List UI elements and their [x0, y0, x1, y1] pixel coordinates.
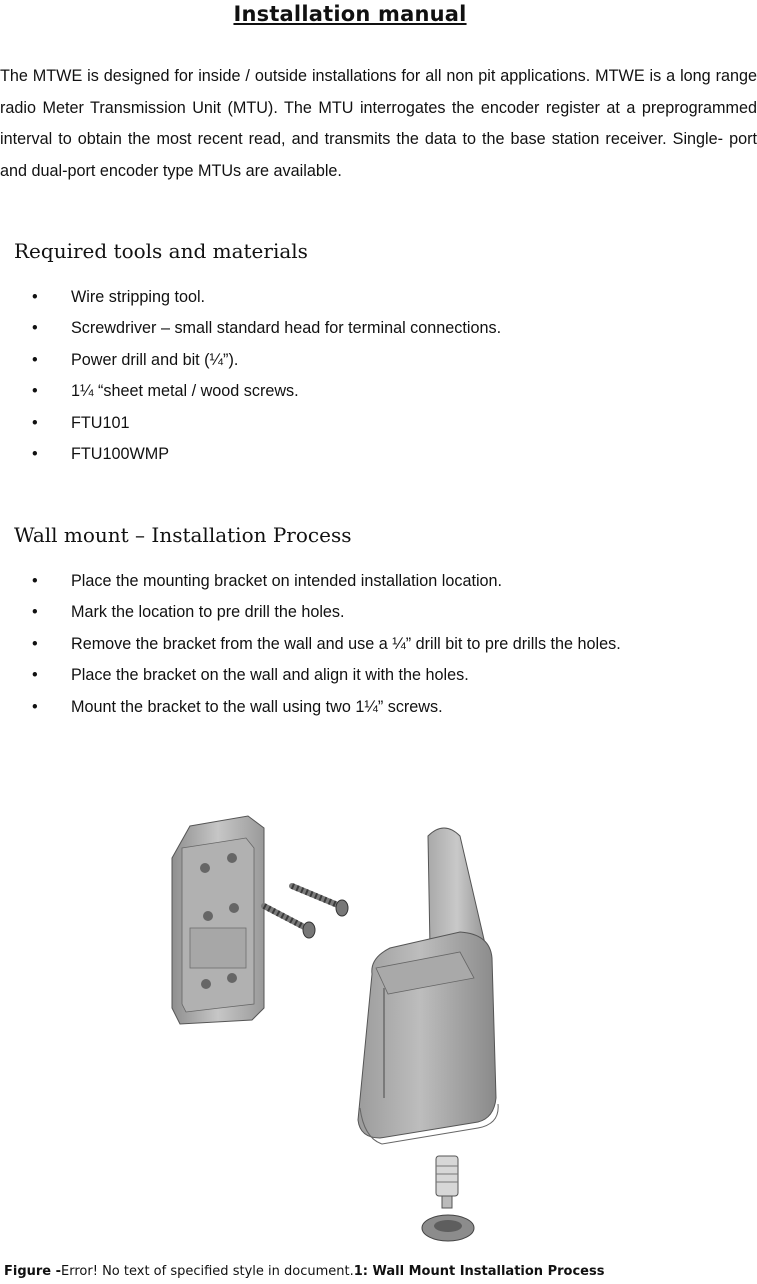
list-item — [0, 376, 757, 407]
screw-icon — [292, 886, 348, 916]
tools-list — [0, 282, 757, 470]
wall-mount-steps — [0, 566, 757, 723]
list-item — [0, 566, 757, 597]
bullet-icon: • — [32, 382, 38, 401]
list-item — [0, 439, 757, 470]
list-item-text: FTU101 — [71, 413, 130, 432]
bullet-icon: • — [32, 572, 38, 590]
list-item-text: Screwdriver – small standard head for terminal connections. — [71, 319, 502, 338]
list-item — [0, 660, 757, 691]
wall-mount-heading: Wall mount – Installation Process — [14, 523, 352, 547]
caption-error-text: Error! No text of specified style in document. — [61, 1264, 354, 1279]
list-item-text: Mount the bracket to the wall using two 1¼” screws. — [71, 697, 443, 716]
list-item — [0, 597, 757, 628]
bullet-icon: • — [32, 444, 38, 463]
list-item — [0, 408, 757, 439]
seal-grommet-icon — [422, 1215, 474, 1241]
bullet-icon: • — [32, 350, 38, 369]
bullet-icon: • — [32, 666, 38, 685]
caption-title: 1: Wall Mount Installation Process — [353, 1264, 605, 1279]
list-item-text: 1¼ “sheet metal / wood screws. — [71, 382, 299, 401]
bullet-icon: • — [32, 697, 38, 716]
screw-icon — [264, 906, 315, 938]
list-item-text: Place the mounting bracket on intended installation location. — [71, 572, 503, 590]
cable-connector-icon — [436, 1156, 458, 1208]
list-item-text: Power drill and bit (¼”). — [71, 350, 239, 369]
bullet-icon: • — [32, 634, 38, 653]
mounting-bracket-icon — [172, 816, 264, 1024]
list-item-text: Place the bracket on the wall and align it with the holes. — [71, 666, 469, 685]
list-item-text: FTU100WMP — [71, 444, 170, 463]
figure-caption — [4, 1262, 604, 1282]
list-item — [0, 345, 757, 376]
list-item — [0, 313, 757, 344]
intro-paragraph: The MTWE is designed for inside / outside installations for all non pit applications. MTWE is a long range radio Meter Transmission Unit (MTU). The MTU interrogates the encoder register at a preprogrammed interval to obtain the most recent read, and transmits the data to the base station receiver. Single- port and dual-port encoder type MTUs are available. — [0, 67, 757, 180]
list-item-text: Remove the bracket from the wall and use a ¼” drill bit to pre drills the holes. — [71, 634, 621, 653]
list-item — [0, 282, 757, 313]
bullet-icon: • — [32, 288, 38, 306]
bullet-icon: • — [32, 603, 38, 622]
wall-mount-figure — [160, 808, 520, 1248]
bullet-icon: • — [32, 319, 38, 338]
list-item — [0, 692, 757, 723]
list-item-text: Mark the location to pre drill the holes. — [71, 603, 345, 622]
caption-prefix: Figure - — [4, 1264, 62, 1279]
list-item — [0, 629, 757, 660]
tools-heading: Required tools and materials — [14, 239, 308, 263]
mtu-transmitter-icon — [358, 828, 498, 1144]
bullet-icon: • — [32, 413, 38, 432]
list-item-text: Wire stripping tool. — [71, 288, 206, 306]
page-title: Installation manual — [233, 2, 467, 26]
